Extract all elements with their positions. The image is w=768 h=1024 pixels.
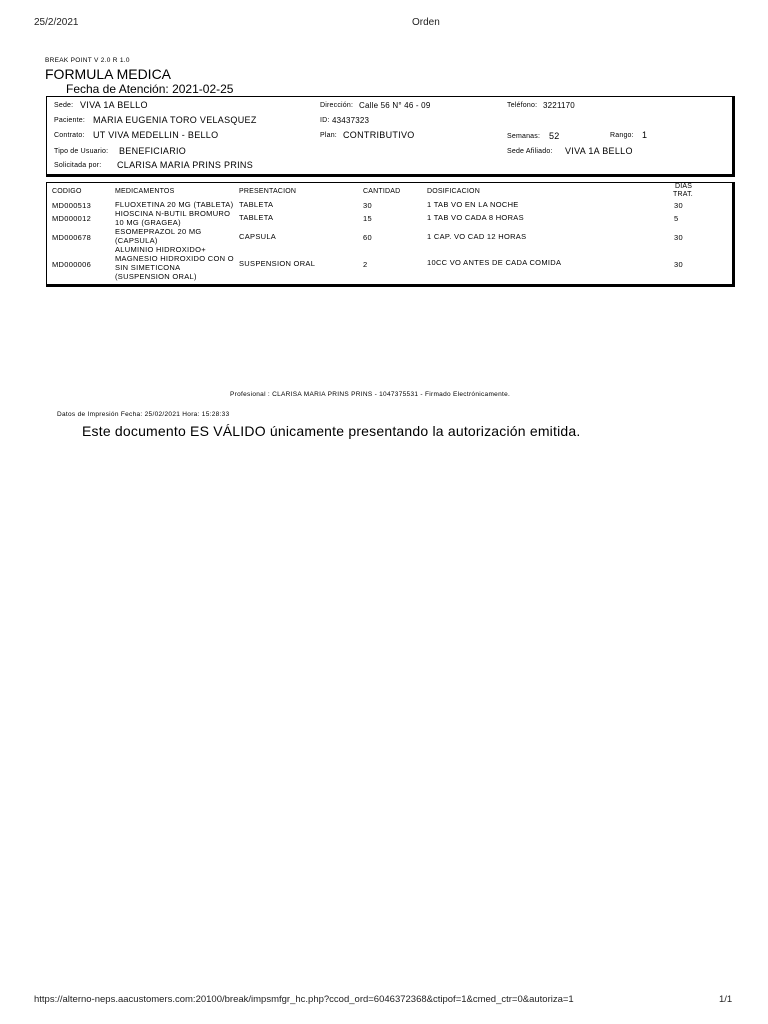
sede-value: VIVA 1A BELLO: [80, 100, 148, 110]
header-presentacion: PRESENTACION: [239, 188, 297, 195]
table-row-medicamento: MAGNESIO HIDROXIDO CON O: [115, 254, 234, 263]
table-row-dosificacion: 1 CAP. VO CAD 12 HORAS: [427, 232, 527, 241]
plan-label: Plan:: [320, 132, 337, 139]
page-url: https://alterno-neps.aacustomers.com:20100/break/impsmfgr_hc.php?ccod_ord=6046372368&ctipof=1&cmed_ctr=0&autoriza=1: [34, 994, 574, 1005]
table-row-dias: 5: [674, 214, 679, 223]
table-row-cantidad: 60: [363, 233, 372, 242]
sede-afiliado-label: Sede Afiliado:: [507, 148, 553, 155]
telefono-value: 3221170: [543, 101, 575, 110]
table-row-medicamento: (SUSPENSION ORAL): [115, 272, 197, 281]
paciente-value: MARIA EUGENIA TORO VELASQUEZ: [93, 115, 257, 125]
table-row-medicamento: 10 MG (GRAGEA): [115, 218, 181, 227]
telefono-label: Teléfono:: [507, 102, 538, 109]
tipo-usuario-label: Tipo de Usuario:: [54, 148, 109, 155]
table-row-presentacion: TABLETA: [239, 213, 274, 222]
rango-label: Rango:: [610, 132, 634, 139]
table-row-medicamento: ESOMEPRAZOL 20 MG: [115, 227, 202, 236]
table-row-dosificacion: 10CC VO ANTES DE CADA COMIDA: [427, 258, 562, 267]
rango-value: 1: [642, 130, 648, 140]
semanas-value: 52: [549, 131, 560, 141]
attention-date: Fecha de Atención: 2021-02-25: [66, 82, 234, 96]
id-value: 43437323: [332, 116, 370, 125]
page-number: 1/1: [719, 994, 733, 1005]
header-cantidad: CANTIDAD: [363, 188, 401, 195]
semanas-label: Semanas:: [507, 133, 541, 140]
document-title: FORMULA MEDICA: [45, 66, 172, 82]
plan-value: CONTRIBUTIVO: [343, 130, 415, 140]
table-row-dosificacion: 1 TAB VO EN LA NOCHE: [427, 200, 519, 209]
sede-label: Sede:: [54, 102, 74, 109]
tipo-usuario-value: BENEFICIARIO: [119, 146, 187, 156]
sede-afiliado-value: VIVA 1A BELLO: [565, 146, 633, 156]
table-row-medicamento: ALUMINIO HIDROXIDO+: [115, 245, 206, 254]
print-metadata: Datos de Impresión Fecha: 25/02/2021 Hora: 15:28:33: [57, 411, 230, 418]
direccion-value: Calle 56 N° 46 - 09: [359, 101, 431, 110]
table-row-codigo: MD000678: [52, 233, 92, 242]
table-row-codigo: MD000006: [52, 260, 92, 269]
page-title: Orden: [412, 17, 440, 28]
table-row-cantidad: 30: [363, 201, 372, 210]
header-dias: DIAS: [675, 183, 693, 190]
table-row-codigo: MD000012: [52, 214, 92, 223]
table-row-medicamento: HIOSCINA N-BUTIL BROMURO: [115, 209, 231, 218]
contrato-label: Contrato:: [54, 132, 85, 139]
table-row-dias: 30: [674, 201, 683, 210]
header-dosificacion: DOSIFICACION: [427, 188, 480, 195]
header-medicamentos: MEDICAMENTOS: [115, 188, 175, 195]
table-row-medicamento: (CAPSULA): [115, 236, 158, 245]
solicitada-value: CLARISA MARIA PRINS PRINS: [117, 160, 254, 170]
software-version: BREAK POINT V 2.0 R 1.0: [45, 57, 130, 64]
contrato-value: UT VIVA MEDELLIN - BELLO: [93, 130, 219, 140]
header-codigo: CODIGO: [52, 188, 82, 195]
table-row-dias: 30: [674, 260, 683, 269]
solicitada-label: Solicitada por:: [54, 162, 102, 169]
table-row-cantidad: 15: [363, 214, 372, 223]
header-trat: TRAT.: [673, 191, 693, 198]
table-row-dias: 30: [674, 233, 683, 242]
table-row-presentacion: SUSPENSION ORAL: [239, 259, 316, 268]
table-row-cantidad: 2: [363, 260, 368, 269]
id-label: ID:: [320, 117, 330, 124]
paciente-label: Paciente:: [54, 117, 85, 124]
direccion-label: Dirección:: [320, 102, 354, 109]
professional-signature: Profesional : CLARISA MARIA PRINS PRINS - 1047375531 - Firmado Electrónicamente.: [230, 391, 511, 398]
validity-notice: Este documento ES VÁLIDO únicamente presentando la autorización emitida.: [82, 423, 581, 439]
table-row-dosificacion: 1 TAB VO CADA 8 HORAS: [427, 213, 524, 222]
table-row-codigo: MD000513: [52, 201, 92, 210]
table-row-medicamento: SIN SIMETICONA: [115, 263, 181, 272]
table-row-presentacion: TABLETA: [239, 200, 274, 209]
table-row-presentacion: CAPSULA: [239, 232, 277, 241]
print-date: 25/2/2021: [34, 17, 79, 28]
table-row-medicamento: FLUOXETINA 20 MG (TABLETA): [115, 200, 234, 209]
